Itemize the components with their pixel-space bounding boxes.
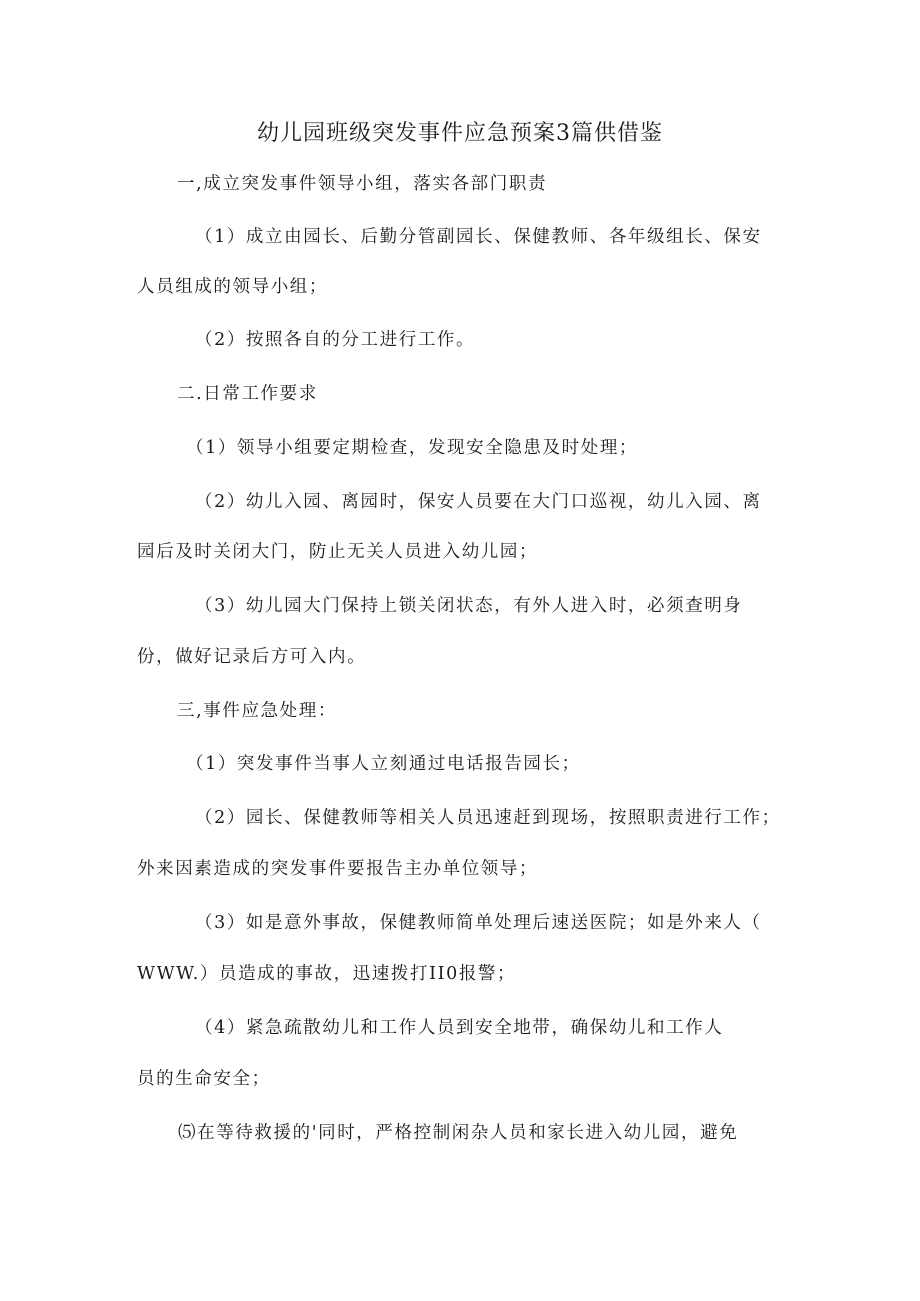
paragraph-line: 外来因素造成的突发事件要报告主办单位领导； <box>137 859 539 879</box>
paragraph-line: （1）成立由园长、后勤分管副园长、保健教师、各年级组长、保安 <box>195 227 762 247</box>
paragraph-line: WWW.）员造成的事故，迅速拨打II0报警； <box>137 964 517 984</box>
paragraph-line: 份，做好记录后方可入内。 <box>137 647 367 667</box>
paragraph-line: （2）幼儿入园、离园时，保安人员要在大门口巡视，幼儿入园、离 <box>195 492 762 512</box>
section-heading-2: 二.日常工作要求 <box>177 384 318 404</box>
paragraph-line: ⑸在等待救援的'同时，严格控制闲杂人员和家长进入幼儿园，避免 <box>178 1123 739 1143</box>
paragraph-line: （3）幼儿园大门保持上锁关闭状态，有外人进入时，必须查明身 <box>195 596 743 616</box>
paragraph-line: （2）园长、保健教师等相关人员迅速赶到现场，按照职责进行工作； <box>195 808 781 828</box>
document-title: 幼儿园班级突发事件应急预案3篇供借鉴 <box>257 121 663 146</box>
paragraph-line: （4）紧急疏散幼儿和工作人员到安全地带，确保幼儿和工作人 <box>195 1018 724 1038</box>
section-heading-3: 三,事件应急处理： <box>177 701 337 721</box>
paragraph-line: 园后及时关闭大门，防止无关人员进入幼儿园； <box>137 542 539 562</box>
paragraph-line: 员的生命安全； <box>137 1069 271 1089</box>
paragraph-line: 人员组成的领导小组； <box>137 277 328 297</box>
section-heading-1: 一,成立突发事件领导小组，落实各部门职责 <box>177 174 548 194</box>
paragraph-line: （1）领导小组要定期检查，发现安全隐患及时处理； <box>186 438 639 458</box>
paragraph-line: （3）如是意外事故，保健教师简单处理后速送医院；如是外来人（ <box>195 913 762 933</box>
paragraph-line: （1）突发事件当事人立刻通过电话报告园长； <box>186 754 581 774</box>
paragraph-line: （2）按照各自的分工进行工作。 <box>195 330 476 350</box>
